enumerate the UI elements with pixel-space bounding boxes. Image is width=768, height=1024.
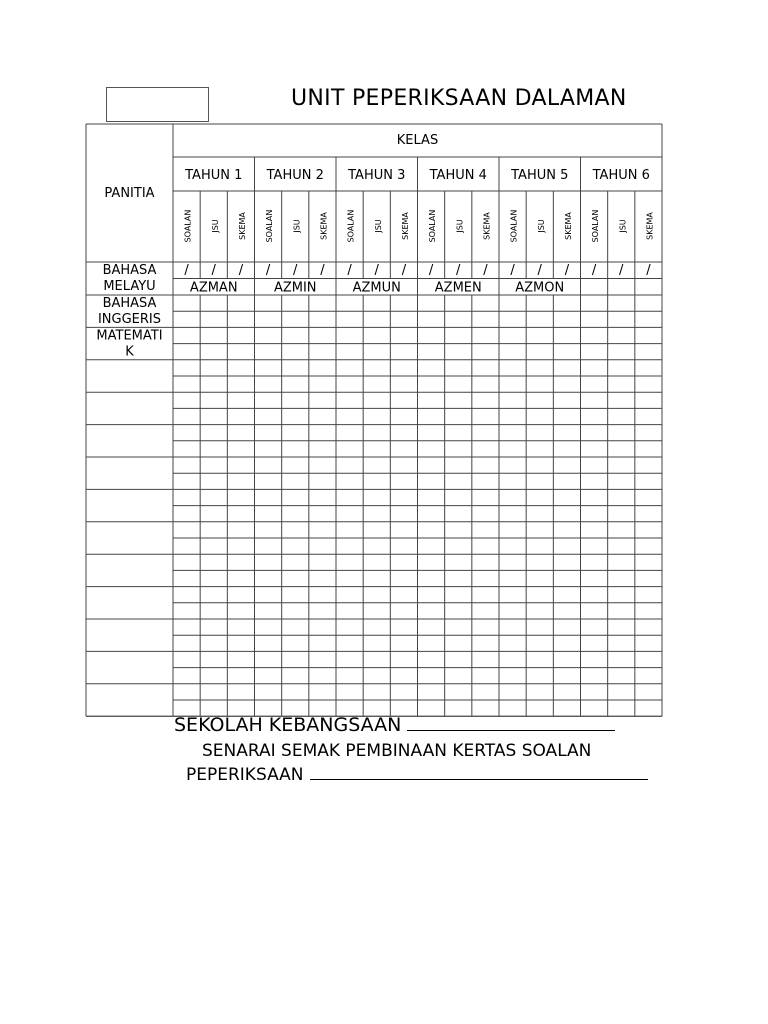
subject-name: BAHASA: [102, 296, 157, 311]
sub-column-header-skema: SKEMA: [400, 212, 410, 240]
teacher-name: AZMEN: [434, 280, 482, 296]
check-mark: /: [537, 263, 542, 278]
sub-column-header-jsu: JSU: [618, 219, 628, 233]
year-header-2: TAHUN 2: [266, 168, 324, 183]
subject-name: MELAYU: [103, 279, 156, 294]
teacher-name: AZMUN: [352, 280, 401, 296]
year-header-3: TAHUN 3: [348, 168, 406, 183]
page-title: UNIT PEPERIKSAAN DALAMAN: [291, 86, 627, 111]
teacher-name: AZMAN: [189, 280, 238, 296]
sub-column-header-soalan: SOALAN: [346, 209, 356, 243]
sub-column-header-skema: SKEMA: [319, 212, 329, 240]
sub-column-header-jsu: JSU: [373, 219, 383, 233]
check-mark: /: [591, 263, 597, 278]
check-mark: /: [619, 263, 624, 278]
subject-name: MATEMATI: [96, 328, 163, 344]
check-mark: /: [401, 263, 407, 278]
check-mark: /: [211, 263, 216, 278]
sub-column-header-soalan: SOALAN: [509, 209, 519, 243]
check-mark: /: [320, 263, 325, 278]
check-mark: /: [483, 263, 488, 278]
year-header-6: TAHUN 6: [592, 168, 650, 183]
kelas-header: KELAS: [396, 133, 439, 148]
sub-column-header-jsu: JSU: [536, 219, 546, 233]
school-name-line: [174, 714, 615, 736]
sub-column-header-jsu: JSU: [455, 219, 465, 233]
year-header-1: TAHUN 1: [185, 168, 243, 183]
check-mark: /: [238, 263, 244, 278]
teacher-name: AZMIN: [273, 280, 317, 296]
sub-column-header-soalan: SOALAN: [428, 209, 438, 243]
check-mark: /: [347, 263, 352, 278]
check-mark: /: [510, 263, 515, 278]
check-mark: /: [184, 263, 189, 278]
check-mark: /: [428, 263, 434, 278]
panitia-header: PANITIA: [104, 186, 155, 201]
exam-label: PEPERIKSAAN: [186, 765, 304, 785]
teacher-name: AZMON: [515, 280, 565, 296]
exam-name-line: [186, 765, 648, 785]
sub-column-header-soalan: SOALAN: [183, 209, 193, 243]
checklist-title: [202, 741, 591, 761]
sub-column-header-jsu: JSU: [292, 219, 302, 233]
subject-name: BAHASA: [102, 263, 157, 278]
check-mark: /: [456, 263, 461, 278]
check-mark: /: [374, 263, 379, 278]
sub-column-header-jsu: JSU: [210, 219, 220, 233]
checklist-title-text: SENARAI SEMAK PEMBINAAN KERTAS SOALAN: [202, 741, 592, 761]
year-header-4: TAHUN 4: [429, 168, 487, 183]
check-mark: /: [646, 263, 651, 278]
school-label: SEKOLAH KEBANGSAAN: [174, 714, 402, 736]
sub-column-header-skema: SKEMA: [482, 212, 492, 240]
sub-column-header-skema: SKEMA: [237, 212, 247, 240]
sub-column-header-soalan: SOALAN: [265, 209, 275, 243]
sub-column-header-soalan: SOALAN: [591, 209, 601, 243]
check-mark: /: [293, 263, 298, 278]
exam-name-blank[interactable]: [310, 778, 648, 780]
subject-name: K: [125, 344, 134, 360]
check-mark: /: [564, 263, 570, 278]
school-name-blank[interactable]: [407, 729, 615, 731]
check-mark: /: [265, 263, 271, 278]
sub-column-header-skema: SKEMA: [645, 212, 655, 240]
sub-column-header-skema: SKEMA: [563, 212, 573, 240]
subject-name: INGGERIS: [97, 312, 162, 327]
year-header-5: TAHUN 5: [511, 168, 569, 183]
